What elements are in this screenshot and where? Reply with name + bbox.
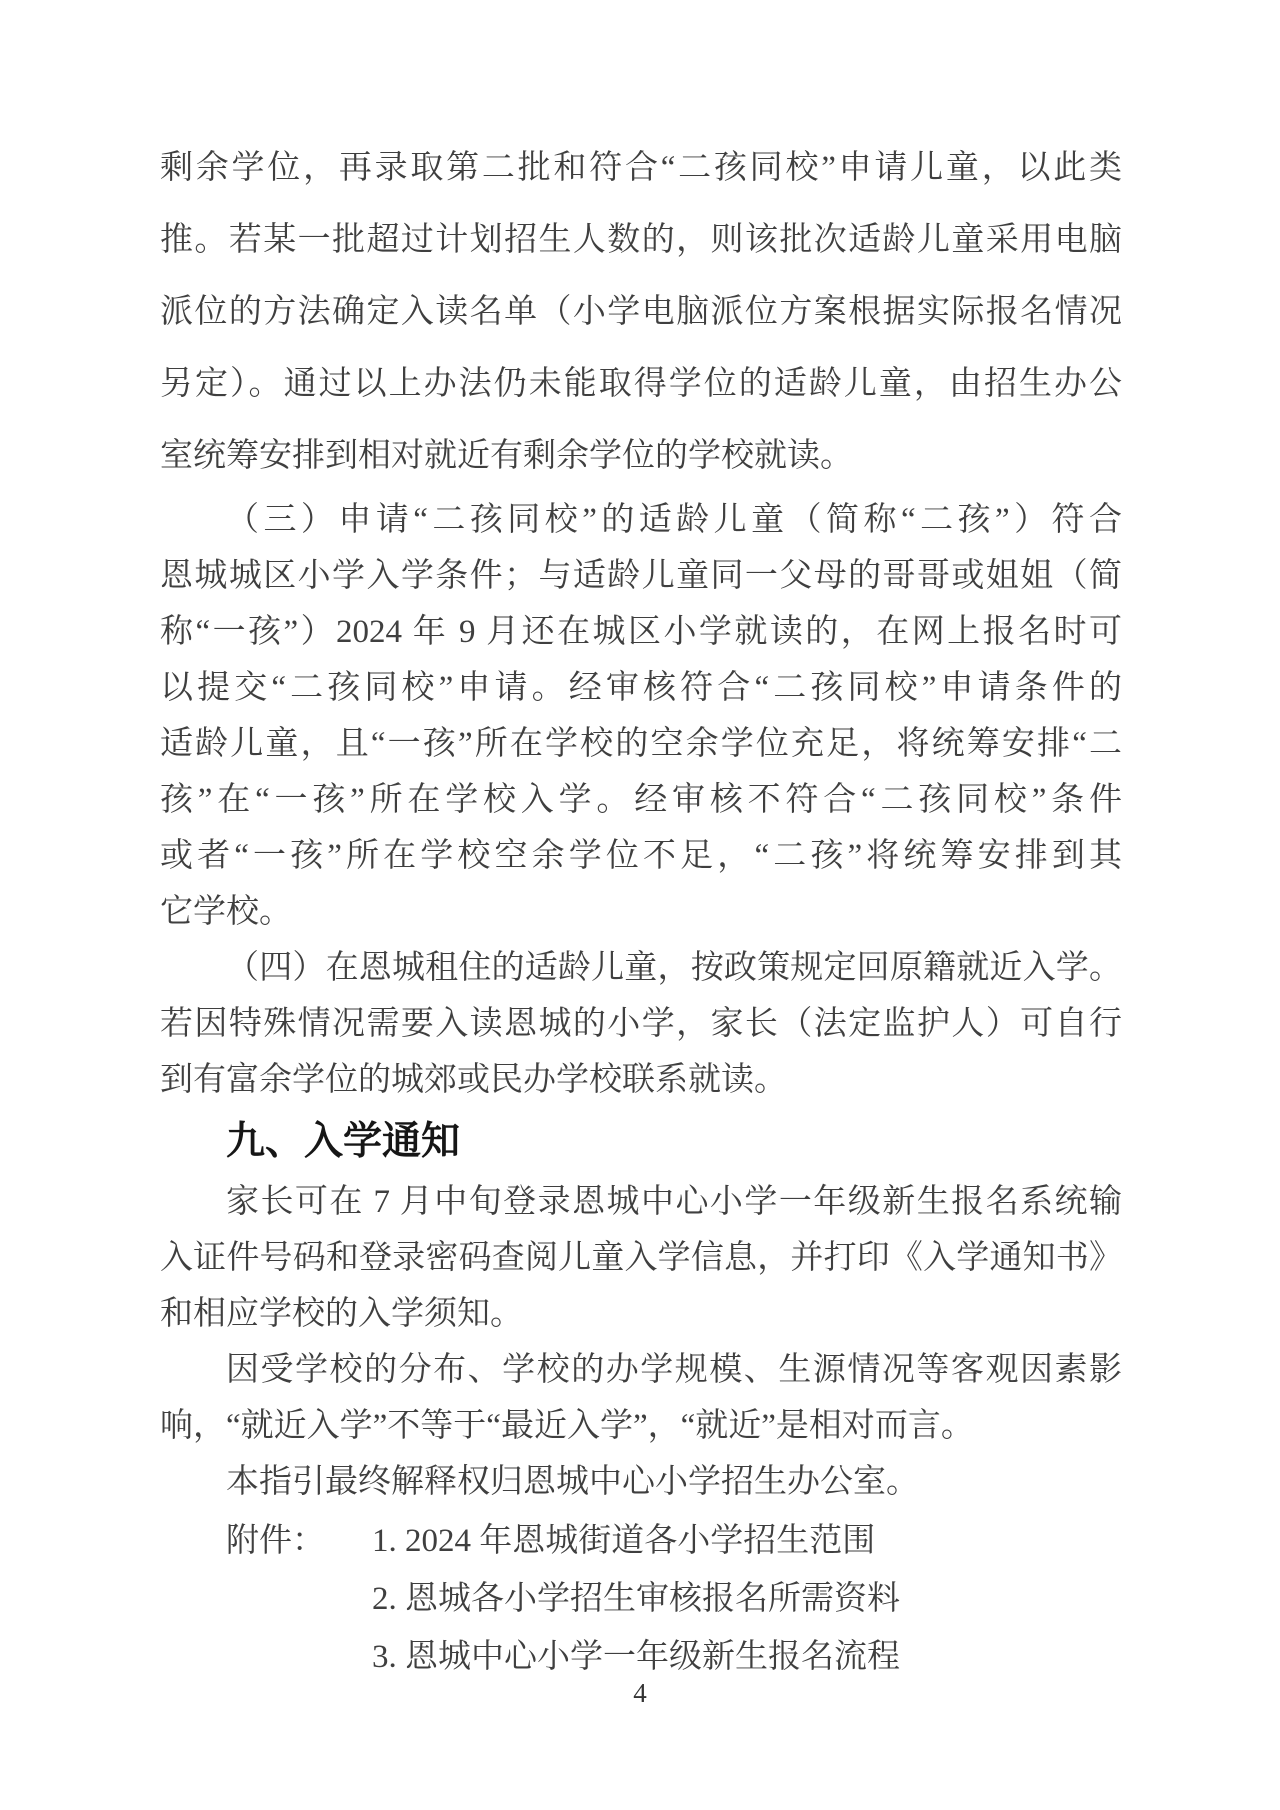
text-line: 家长可在 7 月中旬登录恩城中心小学一年级新生报名系统输 bbox=[226, 1184, 1122, 1220]
document-content bbox=[160, 132, 1122, 1686]
paragraph bbox=[160, 492, 1122, 940]
text-line: 适龄儿童，且“一孩”所在学校的空余学位充足，将统筹安排“二 bbox=[160, 726, 1122, 762]
page-footer bbox=[0, 1678, 1280, 1709]
text-line: （四）在恩城租住的适龄儿童，按政策规定回原籍就近入学。 bbox=[226, 950, 1122, 986]
paragraph bbox=[160, 1454, 1122, 1510]
paragraph bbox=[160, 1174, 1122, 1342]
text-line: 剩余学位，再录取第二批和符合“二孩同校”申请儿童，以此类 bbox=[160, 150, 1122, 186]
text-line: 室统筹安排到相对就近有剩余学位的学校就读。 bbox=[160, 438, 853, 474]
text-line: 响，“就近入学”不等于“最近入学”，“就近”是相对而言。 bbox=[160, 1408, 974, 1444]
attachment-label: 附件： bbox=[226, 1523, 325, 1559]
attachment-item: 1. 2024 年恩城街道各小学招生范围 bbox=[372, 1523, 876, 1559]
text-line: 或者“一孩”所在学校空余学位不足，“二孩”将统筹安排到其 bbox=[160, 838, 1122, 874]
text-line: 孩”在“一孩”所在学校入学。经审核不符合“二孩同校”条件 bbox=[160, 782, 1122, 818]
text-line: 和相应学校的入学须知。 bbox=[160, 1296, 523, 1332]
text-line: 另定）。通过以上办法仍未能取得学位的适龄儿童，由招生办公 bbox=[160, 366, 1122, 402]
text-line: 派位的方法确定入读名单（小学电脑派位方案根据实际报名情况 bbox=[160, 294, 1122, 330]
page-number: 4 bbox=[633, 1678, 647, 1708]
attachment-item: 3. 恩城中心小学一年级新生报名流程 bbox=[372, 1639, 900, 1675]
attachment-section bbox=[160, 1512, 1122, 1686]
paragraph bbox=[160, 1342, 1122, 1454]
text-line: 本指引最终解释权归恩城中心小学招生办公室。 bbox=[226, 1464, 919, 1500]
text-line: 它学校。 bbox=[160, 894, 292, 930]
text-line: 到有富余学位的城郊或民办学校联系就读。 bbox=[160, 1062, 787, 1098]
paragraph bbox=[160, 132, 1122, 492]
text-line: 称“一孩”）2024 年 9 月还在城区小学就读的，在网上报名时可 bbox=[160, 614, 1122, 650]
attachment-item: 2. 恩城各小学招生审核报名所需资料 bbox=[372, 1581, 900, 1617]
text-line: （三）申请“二孩同校”的适龄儿童（简称“二孩”）符合 bbox=[226, 502, 1122, 538]
section-heading: 九、入学通知 bbox=[226, 1120, 461, 1163]
text-line: 入证件号码和登录密码查阅儿童入学信息，并打印《入学通知书》 bbox=[160, 1240, 1122, 1276]
text-line: 恩城城区小学入学条件；与适龄儿童同一父母的哥哥或姐姐（简 bbox=[160, 558, 1122, 594]
paragraph bbox=[160, 940, 1122, 1108]
text-line: 若因特殊情况需要入读恩城的小学，家长（法定监护人）可自行 bbox=[160, 1006, 1122, 1042]
text-line: 以提交“二孩同校”申请。经审核符合“二孩同校”申请条件的 bbox=[160, 670, 1122, 706]
text-line: 推。若某一批超过计划招生人数的，则该批次适龄儿童采用电脑 bbox=[160, 222, 1122, 258]
text-line: 因受学校的分布、学校的办学规模、生源情况等客观因素影 bbox=[226, 1352, 1122, 1388]
